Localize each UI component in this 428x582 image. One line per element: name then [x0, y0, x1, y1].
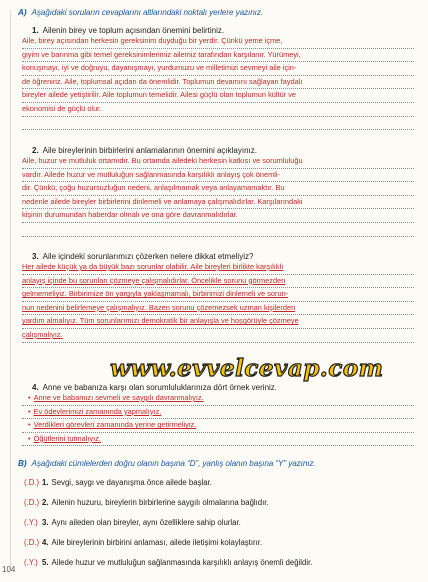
question-1-text: Ailenin birey ve toplum açısından önemini belirtiniz. [42, 26, 225, 35]
answer-line: konuşmayı, iyi ve doğruyu, dayanışmayı, yurdumuzu ve milletimizi sevmeyi aile için- [22, 62, 414, 76]
section-a-letter: A) [18, 8, 27, 17]
bullet-icon: • [28, 420, 31, 430]
item-text: Aile bireylerinin birbirini anlaması, ailede iletişimi kolaylaştırır. [51, 538, 263, 547]
question-3-prompt [32, 252, 414, 261]
item-number: 1. [42, 478, 49, 487]
question-1 [22, 26, 414, 130]
bullet-item [22, 406, 414, 420]
true-false-item-3 [24, 518, 241, 527]
question-3 [22, 252, 414, 343]
bullet-text: Verdikleri görevleri zamanında yerine getirmeliyiz. [33, 420, 197, 430]
answer-line-blank [22, 223, 414, 237]
bullet-text: Ev ödevlerimizi zamanında yapmalıyız. [33, 406, 162, 416]
bullet-icon: • [28, 393, 31, 402]
question-4-answer [22, 392, 414, 446]
section-b-letter: B) [18, 459, 27, 468]
question-3-answer [22, 261, 414, 343]
answer-line: Aile, huzur ve mutluluk ortamıdır. Bu ortamda ailedeki herkesin katkısı ve sorumluluğu [22, 155, 414, 169]
item-text: Sevgi, saygı ve dayanışma önce ailede başlar. [51, 478, 212, 487]
answer-line: dir. Çünkü, çoğu huzursuzluğun nedeni, anlaşılmamak veya anlayamamaktır. Bu [22, 182, 414, 196]
bullet-icon: • [28, 433, 31, 443]
answer-mark: (.D.) [24, 538, 40, 547]
item-text: Ailede huzur ve mutluluğun sağlanmasında karşılıklı anlayış önemli değildir. [51, 558, 313, 567]
question-4-number: 4. [32, 383, 39, 392]
question-2 [22, 146, 414, 237]
answer-line: çalışmalıyız. [22, 329, 414, 343]
answer-mark: (.Y.) [24, 518, 38, 527]
answer-line: Her ailede küçük ya da büyük bazı sorunlar olabilir. Aile bireyleri birlikte karşılıklı [22, 261, 414, 275]
question-2-text: Aile bireylerinin birbirlerini anlamalarının önemini açıklayınız. [42, 146, 257, 155]
answer-line: Aile, birey açısından herkesin gereksinim duyduğu bir yerdir. Çünkü yeme içme, [22, 35, 414, 49]
bullet-text: Anne ve babamızı sevmeli ve saygılı davranmalıyız. [33, 393, 204, 402]
answer-line: bireyler ailede yetiştirilir. Aile toplumun temelidir. Ailesi güçlü olan toplumun kültür ve [22, 89, 414, 103]
true-false-item-5 [24, 558, 312, 567]
answer-line: nedenle ailede bireyler birbirlerini dinlemeli ve anlamaya çalışmalıdırlar. Karşılarındaki [22, 196, 414, 210]
section-a-heading [18, 8, 263, 17]
question-1-prompt [32, 26, 414, 35]
item-number: 4. [42, 538, 49, 547]
bullet-item [22, 433, 414, 447]
question-2-answer [22, 155, 414, 237]
item-number: 3. [42, 518, 49, 527]
answer-line: anlayış içinde bu sorunları çözmeye çalışmalıdırlar. Öncelikle sorunu görmezden [22, 275, 414, 289]
bullet-item [22, 392, 414, 406]
answer-mark: (.D.) [24, 498, 40, 507]
question-3-text: Aile içindeki sorunlarımızı çözerken nelere dikkat etmeliyiz? [42, 252, 254, 261]
question-4 [22, 383, 414, 446]
answer-line-blank [22, 117, 414, 131]
answer-mark: (.D.) [24, 478, 40, 487]
section-b-heading [18, 459, 316, 468]
answer-line: giyim ve barınma gibi temel gereksinimlerimiz ailemiz tarafından karşılanır. Yürümeyi, [22, 49, 414, 63]
question-1-answer [22, 35, 414, 130]
answer-line: ekonomisi de güçlü olur. [22, 103, 414, 117]
question-3-number: 3. [32, 252, 39, 261]
question-4-text: Anne ve babanıza karşı olan sorumluluklarınıza dört örnek veriniz. [42, 383, 278, 392]
question-2-prompt [32, 146, 414, 155]
answer-line: vardır. Ailede huzur ve mutluluğun sağlanmasında karşılıklı anlayış çok önemli- [22, 169, 414, 183]
margin-line [10, 10, 11, 570]
answer-line: de öğreniriz. Aile, toplumsal açıdan da önemlidir. Toplumun devamını sağlayan faydalı [22, 76, 414, 90]
item-text: Aynı aileden olan bireyler, aynı özelliklere sahip olurlar. [51, 518, 241, 527]
item-text: Ailenin huzuru, bireylerin birbirlerine saygılı olmalarına bağlıdır. [51, 498, 269, 507]
question-2-number: 2. [32, 146, 39, 155]
true-false-item-1 [24, 478, 212, 487]
bullet-text: Öğütlerini tutmalıyız. [33, 433, 101, 443]
true-false-item-4 [24, 538, 262, 547]
answer-line: gelmemeliyiz. Birbirimize ön yargıyla yaklaşmamalı, birbirimizi dinlemeli ve sorun- [22, 288, 414, 302]
item-number: 5. [42, 558, 49, 567]
question-1-number: 1. [32, 26, 39, 35]
answer-line: yardım almalıyız. Tüm sorunlarımızı demokratik bir anlayışla ve hoşgörüyle çözmeye [22, 315, 414, 329]
answer-line: kişinin durumundan haberdar olmalı ve ona göre davranmalıdırlar. [22, 209, 414, 223]
answer-line: nun nedenini belirlemeye çalışmalıyız. Bazen sorunu çözemezsek uzman kişilerden [22, 302, 414, 316]
watermark-logo: www.evvelcevap.com [110, 355, 384, 382]
bullet-icon: • [28, 406, 31, 416]
page-number: 104 [2, 565, 16, 574]
item-number: 2. [42, 498, 49, 507]
section-a-instruction: Aşağıdaki soruların cevaplarını altlarındaki noktalı yerlere yazınız. [31, 8, 264, 17]
true-false-item-2 [24, 498, 269, 507]
answer-mark: (.Y.) [24, 558, 38, 567]
section-b-instruction: Aşağıdaki cümlelerden doğru olanın başına “D”, yanlış olanın başına “Y” yazınız. [31, 459, 316, 468]
question-4-prompt [32, 383, 414, 392]
bullet-item [22, 419, 414, 433]
